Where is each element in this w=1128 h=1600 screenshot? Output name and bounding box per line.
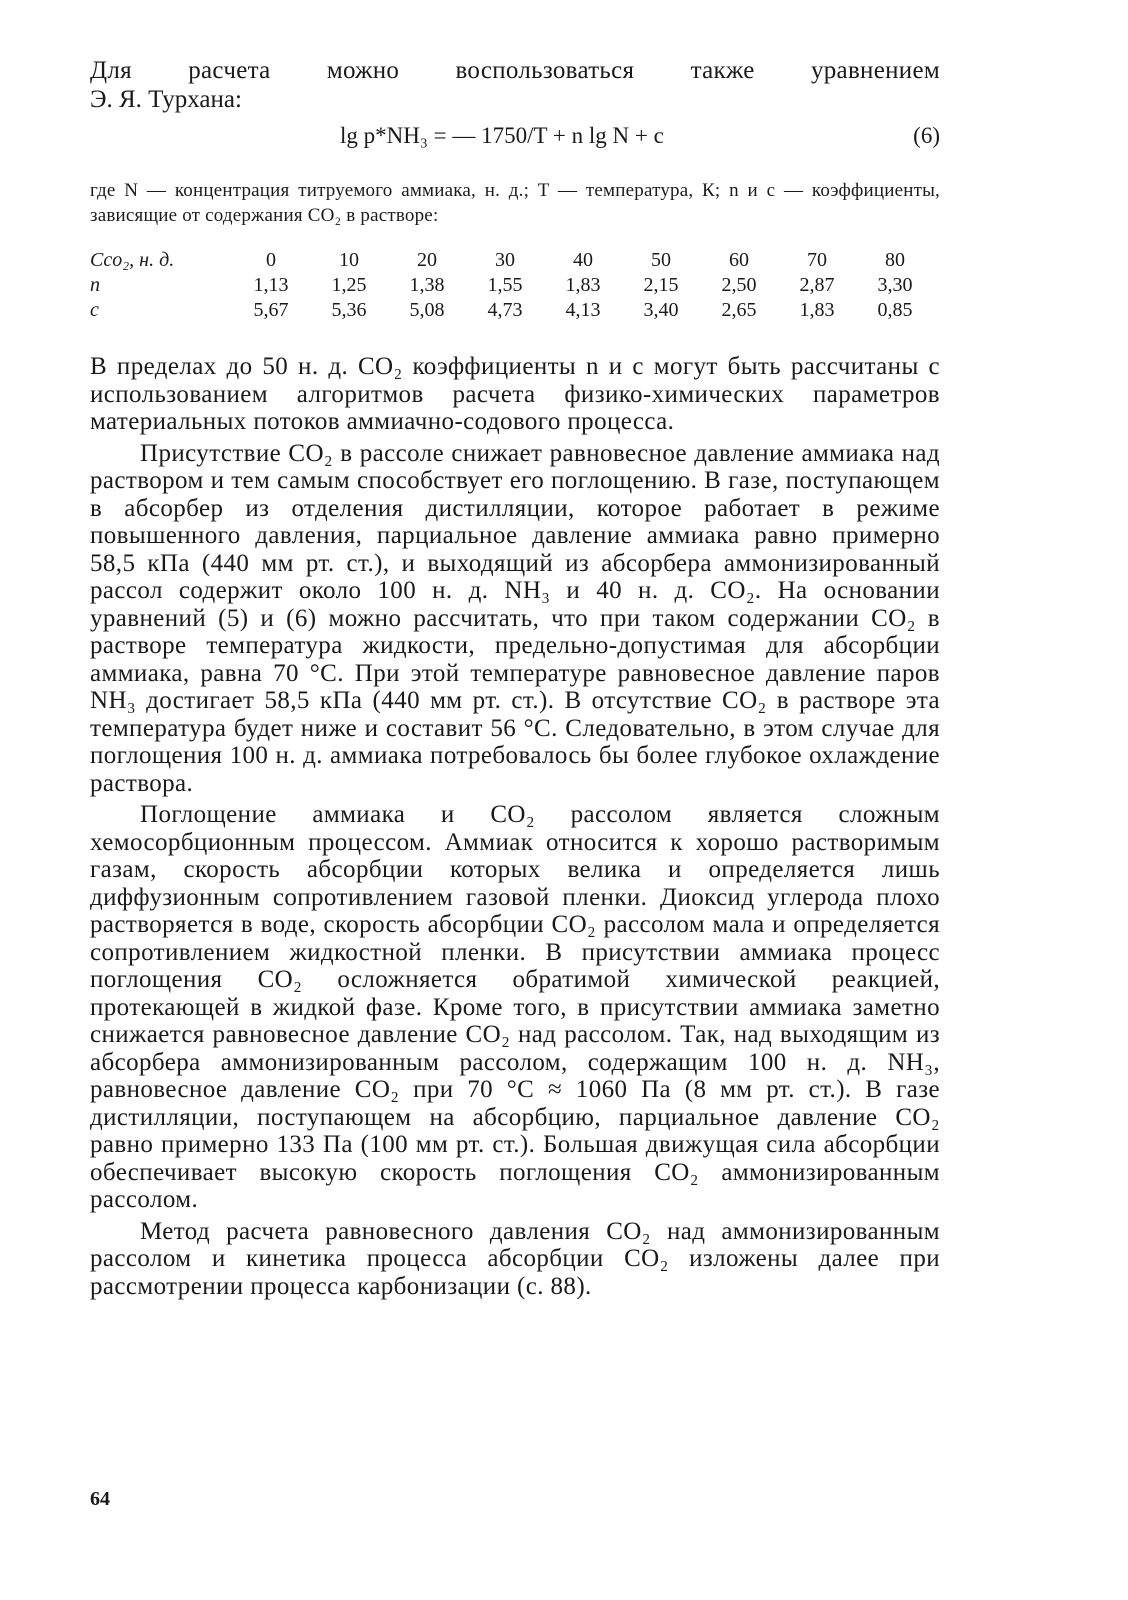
table-cell: 10 <box>339 249 359 271</box>
paragraph: Присутствие CO₂ в рассоле снижает равновесное давление аммиака над раствором и тем самым способствует его поглощению. В газе, поступающем в абсорбер из отделения дистилляции, которое работает в режиме повышенного давления, парциальное давление аммиака равно примерно 58,5 кПа (440 мм рт. ст.), и выходящий из абсорбера аммонизированный рассол содержит около 100 н. д. NH₃ и 40 н. д. CO₂. На основании уравнений (5) и (6) можно рассчитать, что при таком содержании CO₂ в растворе температура жидкости, предельно-допустимая для абсорбции аммиака, равна 70 °C. При этой температуре равновесное давление паров NH₃ достигает 58,5 кПа (440 мм рт. ст.). В отсутствие CO₂ в растворе эта температура будет ниже и составит 56 °C. Следовательно, в этом случае для поглощения 100 н. д. аммиака потребовалось бы более глубокое охлаждение раствора. <box>90 439 940 797</box>
intro-text-continued: Э. Я. Турхана: <box>90 86 242 113</box>
table-cell: 3,40 <box>643 299 679 321</box>
paragraph: В пределах до 50 н. д. CO₂ коэффициенты n и c могут быть рассчитаны с использованием алгоритмов расчета физико-химических параметров материальных потоков аммиачно-содового процесса. <box>90 353 940 435</box>
table-cell: 4,73 <box>487 299 523 321</box>
table-cell: 40 <box>573 249 593 271</box>
intro-text: Для расчета можно воспользоваться также уравнением <box>90 57 940 84</box>
table-cell: 2,15 <box>643 274 679 296</box>
table-cell: 2,65 <box>721 299 757 321</box>
table-cell: 80 <box>885 249 905 271</box>
table-cell: 1,25 <box>331 274 367 296</box>
equation-body: lg p*NH₃ = — 1750/T + n lg N + c <box>340 123 664 148</box>
table-cell: 5,36 <box>331 299 367 321</box>
table-cell: 60 <box>729 249 749 271</box>
table-cell: 0 <box>266 249 276 271</box>
table-cell: 5,08 <box>409 299 445 321</box>
table-cell: 0,85 <box>877 299 913 321</box>
table-cell: 70 <box>807 249 827 271</box>
equation-6 <box>90 116 940 156</box>
table-cell: 1,83 <box>799 299 835 321</box>
variable-definitions: где N — концентрация титруемого аммиака, н. д.; T — температура, К; n и c — коэффициенты, зависящие от содержания CO₂ в растворе: <box>90 180 940 226</box>
table-cell: 3,30 <box>877 274 913 296</box>
coefficient-table <box>90 248 934 323</box>
table-cell: 50 <box>651 249 671 271</box>
table-row-co2 <box>90 248 934 273</box>
table-cell: 30 <box>495 249 515 271</box>
table-cell: 1,38 <box>409 274 445 296</box>
table-row-n <box>90 273 934 298</box>
row-label-c: c <box>90 299 99 321</box>
table-cell: 1,83 <box>565 274 601 296</box>
table-cell: 4,13 <box>565 299 601 321</box>
table-cell: 20 <box>417 249 437 271</box>
table-cell: 5,67 <box>253 299 289 321</box>
paragraph: Метод расчета равновесного давления CO₂ над аммонизированным рассолом и кинетика процесса абсорбции CO₂ изложены далее при рассмотрении процесса карбонизации (с. 88). <box>90 1217 940 1300</box>
table-cell: 2,50 <box>721 274 757 296</box>
table-row-c <box>90 298 934 323</box>
page-number: 64 <box>90 1488 110 1510</box>
table-cell: 1,13 <box>253 274 289 296</box>
table-cell: 1,55 <box>487 274 523 296</box>
row-label-n: n <box>90 274 100 296</box>
paragraph: Поглощение аммиака и CO₂ рассолом является сложным хемосорбционным процессом. Аммиак относится к хорошо растворимым газам, скорость абсорбции которых велика и определяется лишь диффузионным сопротивлением газовой пленки. Диоксид углерода плохо растворяется в воде, скорость абсорбции CO₂ рассолом мала и определяется сопротивлением жидкостной пленки. В присутствии аммиака процесс поглощения CO₂ осложняется обратимой химической реакцией, протекающей в жидкой фазе. Кроме того, в присутствии аммиака заметно снижается равновесное давление CO₂ над рассолом. Так, над выходящим из абсорбера аммонизированным рассолом, содержащим 100 н. д. NH₃, равновесное давление CO₂ при 70 °C ≈ 1060 Па (8 мм рт. ст.). В газе дистилляции, поступающем на абсорбцию, парциальное давление CO₂ равно примерно 133 Па (100 мм рт. ст.). Большая движущая сила абсорбции обеспечивает высокую скорость поглощения CO₂ аммонизированным рассолом. <box>90 801 940 1213</box>
equation-number: (6) <box>913 123 940 148</box>
row-label-co2: Cco₂, н. д. <box>90 249 175 271</box>
table-cell: 2,87 <box>799 274 835 296</box>
page-body <box>90 56 940 1300</box>
